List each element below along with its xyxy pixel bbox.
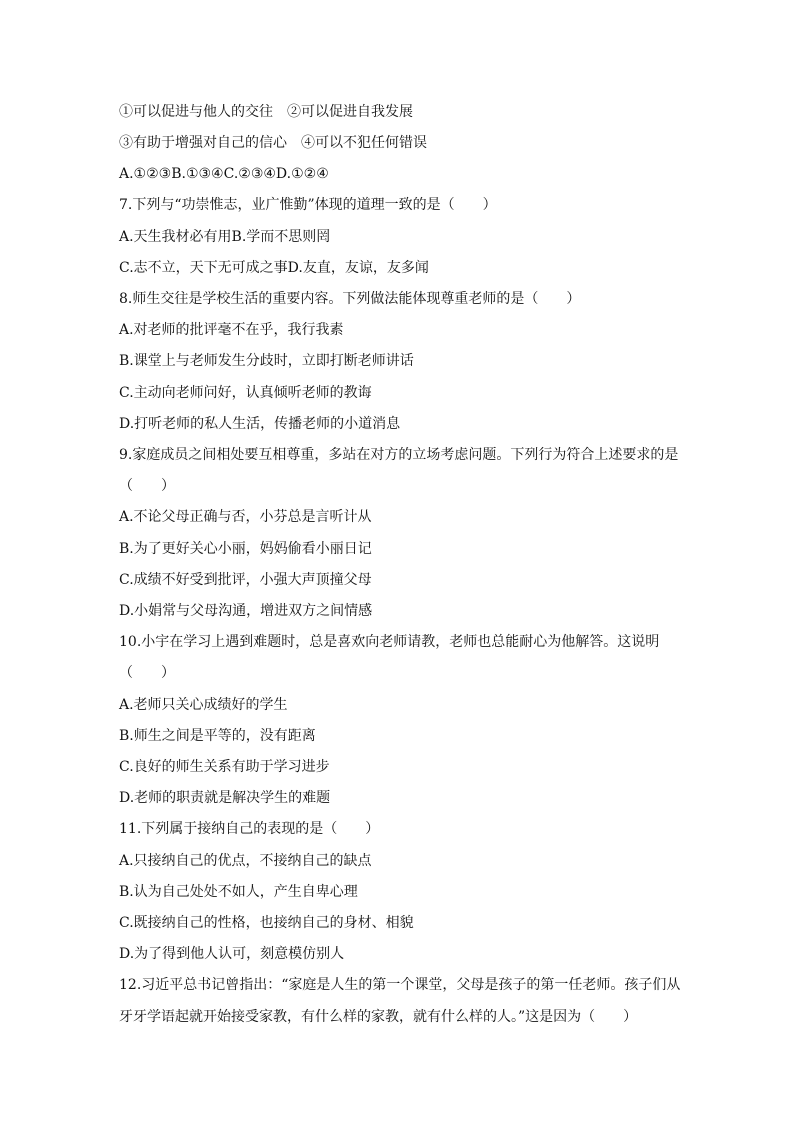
q10-answer-blank: （ ）	[119, 665, 175, 681]
q11-stem: 11.下列属于接纳自己的表现的是（ ）	[119, 821, 380, 837]
q7-choices-ab: A.天生我材必有用B.学而不思则罔	[119, 229, 331, 245]
q10-choice-d: D.老师的职责就是解决学生的难题	[119, 790, 331, 806]
q8-stem: 8.师生交往是学校生活的重要内容。下列做法能体现尊重老师的是（ ）	[119, 291, 581, 307]
q9-answer-blank: （ ）	[119, 478, 175, 494]
q9-choice-d: D.小娟常与父母沟通，增进双方之间情感	[119, 603, 373, 619]
q12-stem-line2: 牙牙学语起就开始接受家教，有什么样的家教，就有什么样的人。”这是因为（ ）	[119, 1009, 638, 1025]
q7-stem: 7.下列与“功崇惟志，业广惟勤”体现的道理一致的是（ ）	[119, 197, 497, 213]
option-statements-1-2: ①可以促进与他人的交往 ②可以促进自我发展	[119, 104, 413, 120]
q8-choice-a: A.对老师的批评毫不在乎，我行我素	[119, 322, 344, 338]
q11-choice-a: A.只接纳自己的优点，不接纳自己的缺点	[119, 853, 372, 869]
q8-choice-b: B.课堂上与老师发生分歧时，立即打断老师讲话	[119, 353, 414, 369]
q8-choice-d: D.打听老师的私人生活，传播老师的小道消息	[119, 416, 401, 432]
q12-stem-line1: 12.习近平总书记曾指出：“家庭是人生的第一个课堂，父母是孩子的第一任老师。孩子们从	[119, 977, 681, 993]
q11-choice-c: C.既接纳自己的性格，也接纳自己的身材、相貌	[119, 915, 414, 931]
q9-stem: 9.家庭成员之间相处要互相尊重，多站在对方的立场考虑问题。下列行为符合上述要求的是	[119, 447, 679, 463]
q6-answer-choices: A.①②③B.①③④C.②③④D.①②④	[119, 166, 329, 182]
option-statements-3-4: ③有助于增强对自己的信心 ④可以不犯任何错误	[119, 135, 427, 151]
q10-stem: 10.小宇在学习上遇到难题时，总是喜欢向老师请教，老师也总能耐心为他解答。这说明	[119, 634, 660, 650]
q10-choice-a: A.老师只关心成绩好的学生	[119, 697, 288, 713]
q10-choice-c: C.良好的师生关系有助于学习进步	[119, 759, 330, 775]
q11-choice-b: B.认为自己处处不如人，产生自卑心理	[119, 884, 358, 900]
q7-choices-cd: C.志不立，天下无可成之事D.友直，友谅，友多闻	[119, 260, 429, 276]
q9-choice-c: C.成绩不好受到批评，小强大声顶撞父母	[119, 572, 372, 588]
q9-choice-b: B.为了更好关心小丽，妈妈偷看小丽日记	[119, 541, 372, 557]
q9-choice-a: A.不论父母正确与否，小芬总是言听计从	[119, 509, 372, 525]
q11-choice-d: D.为了得到他人认可，刻意模仿别人	[119, 946, 345, 962]
q10-choice-b: B.师生之间是平等的，没有距离	[119, 728, 316, 744]
q8-choice-c: C.主动向老师问好，认真倾听老师的教诲	[119, 385, 372, 401]
